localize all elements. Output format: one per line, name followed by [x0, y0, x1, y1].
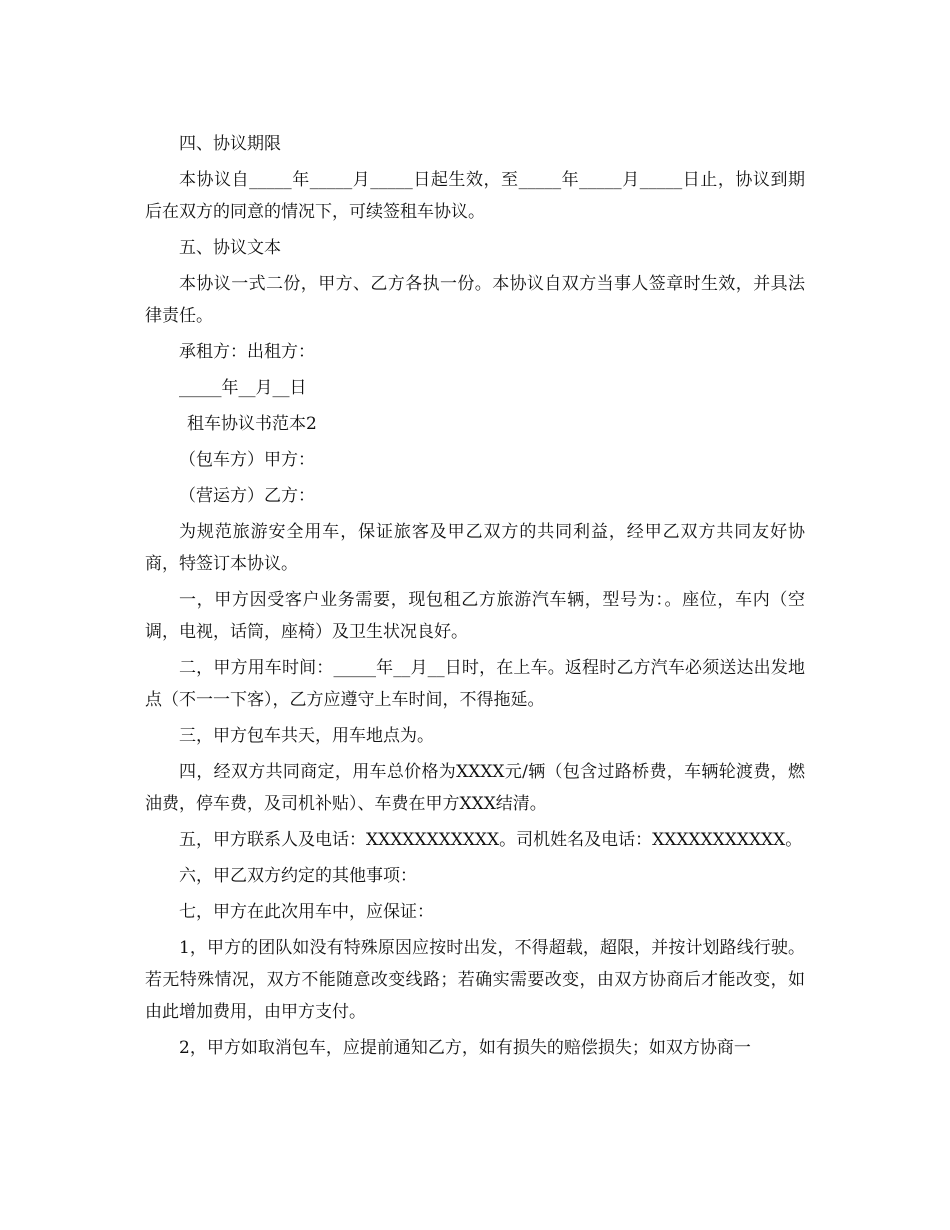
sample-title: 租车协议书范本2	[187, 414, 317, 434]
section-heading-term: 四、协议期限	[179, 134, 281, 154]
paragraph-term: 本协议自_____年_____月_____日起生效，至_____年_____月_____日止，协议到期后在双方的同意的情况下，可续签租车协议。	[145, 170, 805, 222]
subclause-2: 2，甲方如取消包车，应提前通知乙方，如有损失的赔偿损失；如双方协商一	[179, 1038, 751, 1058]
clause-3: 三，甲方包车共天，用车地点为。	[179, 726, 434, 746]
clause-4: 四，经双方共同商定，用车总价格为XXXX元/辆（包含过路桥费，车辆轮渡费，燃油费，停车费，及司机补贴）、车费在甲方XXX结清。	[145, 762, 805, 814]
clause-2: 二，甲方用车时间：_____年__月__日时，在上车。返程时乙方汽车必须送达出发地点（不一一下客），乙方应遵守上车时间，不得拖延。	[145, 658, 805, 710]
clause-5: 五，甲方联系人及电话：XXXXXXXXXXX。司机姓名及电话：XXXXXXXXXXX。	[179, 830, 803, 850]
document-body	[145, 128, 805, 1064]
clause-7: 七，甲方在此次用车中，应保证：	[179, 902, 434, 922]
section-heading-text: 五、协议文本	[179, 238, 281, 258]
clause-1: 一，甲方因受客户业务需要，现包租乙方旅游汽车辆，型号为：。座位，车内（空调，电视，话筒，座椅）及卫生状况良好。	[145, 590, 805, 642]
signature-parties: 承租方：出租方：	[179, 342, 315, 362]
signature-date: _____年__月__日	[179, 378, 307, 398]
clause-6: 六，甲乙双方约定的其他事项：	[179, 866, 417, 886]
paragraph-purpose: 为规范旅游安全用车，保证旅客及甲乙双方的共同利益，经甲乙双方共同友好协商，特签订本协议。	[145, 522, 805, 574]
party-a-line: （包车方）甲方：	[179, 450, 315, 470]
party-b-line: （营运方）乙方：	[179, 486, 315, 506]
paragraph-copies: 本协议一式二份，甲方、乙方各执一份。本协议自双方当事人签章时生效，并具法律责任。	[145, 274, 805, 326]
subclause-1: 1，甲方的团队如没有特殊原因应按时出发，不得超载，超限，并按计划路线行驶。若无特殊情况，双方不能随意改变线路；若确实需要改变，由双方协商后才能改变，如由此增加费用，由甲方支付。	[145, 938, 805, 1022]
